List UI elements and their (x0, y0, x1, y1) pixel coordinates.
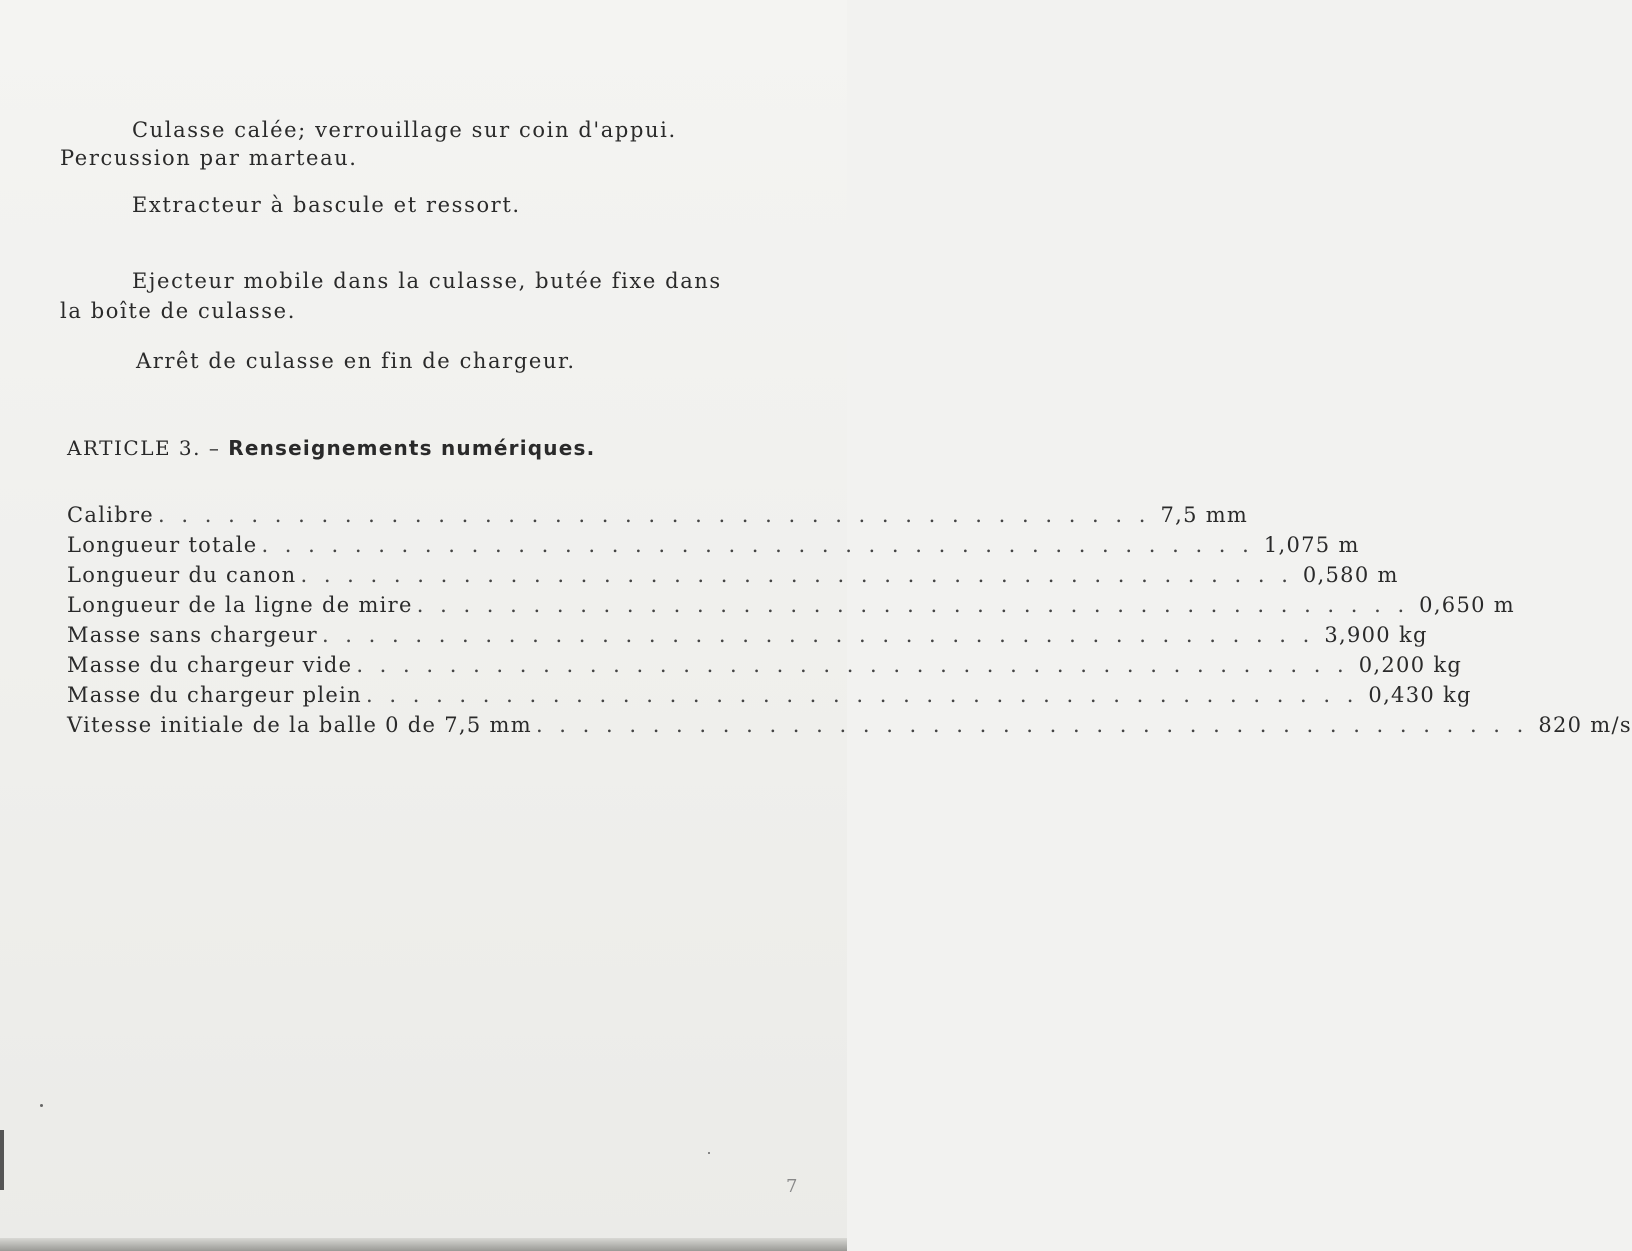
paragraph-breech-line1: Culasse calée; verrouillage sur coin d'appui. (132, 118, 677, 142)
leader-dots: . . . . . . . . . . . . . . . . . . . . . . . . . . . . . . . . . . . . . . . . . . . (158, 503, 1151, 527)
spec-value: 0,580 m (1302, 563, 1399, 587)
spec-row (67, 680, 1472, 710)
paragraph-ejector-line2: la boîte de culasse. (60, 299, 296, 323)
spec-row (67, 710, 1632, 740)
leader-dots: . . . . . . . . . . . . . . . . . . . . . . . . . . . . . . . . . . . . . . . . . . . (535, 713, 1529, 737)
page-bottom-edge (0, 1238, 847, 1251)
article-prefix: ARTICLE 3. – (67, 436, 221, 460)
spec-value: 0,430 kg (1368, 683, 1472, 707)
spec-label: Vitesse initiale de la balle 0 de 7,5 mm (67, 713, 532, 737)
specs-list (67, 500, 1632, 740)
spec-label: Masse du chargeur plein (67, 683, 363, 707)
leader-dots: . . . . . . . . . . . . . . . . . . . . . . . . . . . . . . . . . . . . . . . . . . . (321, 623, 1315, 647)
spec-value: 0,650 m (1419, 593, 1515, 617)
page-number: 7 (786, 1176, 798, 1197)
scan-edge-mark (0, 1130, 4, 1190)
leader-dots: . . . . . . . . . . . . . . . . . . . . . . . . . . . . . . . . . . . . . . . . . . . (356, 653, 1349, 677)
spec-value: 7,5 mm (1160, 503, 1249, 527)
scan-speck (40, 1104, 43, 1107)
article-title: Renseignements numériques. (228, 436, 596, 460)
spec-row (67, 650, 1463, 680)
paragraph-extractor: Extracteur à bascule et ressort. (132, 193, 521, 217)
spec-row (67, 620, 1428, 650)
spec-value: 0,200 kg (1358, 653, 1463, 677)
spec-label: Longueur totale (67, 533, 258, 557)
paragraph-ejector-line1: Ejecteur mobile dans la culasse, butée fixe dans (132, 269, 722, 293)
spec-label: Masse du chargeur vide (67, 653, 353, 677)
spec-row (67, 500, 1249, 530)
spec-row (67, 530, 1360, 560)
spec-label: Longueur de la ligne de mire (67, 593, 413, 617)
spec-value: 1,075 m (1263, 533, 1360, 557)
spec-row (67, 560, 1399, 590)
scan-speck (708, 1152, 710, 1154)
spec-label: Longueur du canon (67, 563, 297, 587)
article-heading (67, 436, 595, 460)
paragraph-breech-line2: Percussion par marteau. (60, 146, 358, 170)
leader-dots: . . . . . . . . . . . . . . . . . . . . . . . . . . . . . . . . . . . . . . . . . . . (366, 683, 1359, 707)
leader-dots: . . . . . . . . . . . . . . . . . . . . . . . . . . . . . . . . . . . . . . . . . . . (261, 533, 1254, 557)
leader-dots: . . . . . . . . . . . . . . . . . . . . . . . . . . . . . . . . . . . . . . . . . . . (300, 563, 1293, 587)
leader-dots: . . . . . . . . . . . . . . . . . . . . . . . . . . . . . . . . . . . . . . . . . . . (416, 593, 1410, 617)
spec-label: Masse sans chargeur (67, 623, 318, 647)
spec-row (67, 590, 1515, 620)
paragraph-bolt-stop: Arrêt de culasse en fin de chargeur. (136, 349, 576, 373)
spec-label: Calibre (67, 503, 155, 527)
spec-value: 820 m/s (1538, 713, 1632, 737)
spec-value: 3,900 kg (1324, 623, 1428, 647)
